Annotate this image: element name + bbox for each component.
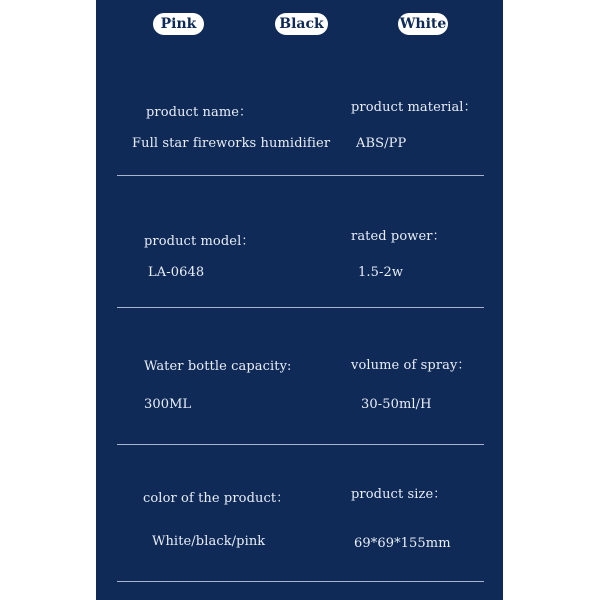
rated-power-label: rated power：: [351, 229, 446, 244]
product-name-value: Full star fireworks humidifier: [132, 136, 331, 151]
product-material-label: product material：: [351, 100, 477, 115]
spray-volume-label: volume of spray：: [351, 358, 471, 373]
product-color-value: White/black/pink: [152, 534, 266, 549]
row-divider: [117, 307, 484, 308]
spray-volume-value: 30-50ml/H: [361, 397, 432, 412]
row-divider: [117, 581, 484, 582]
color-option-white[interactable]: White: [398, 13, 448, 35]
product-size-value: 69*69*155mm: [354, 536, 451, 551]
product-size-label: product size：: [351, 487, 447, 502]
color-option-pink[interactable]: Pink: [153, 13, 204, 35]
row-divider: [117, 175, 484, 176]
product-model-label: product model：: [144, 234, 255, 249]
bottle-capacity-label: Water bottle capacity:: [144, 359, 292, 374]
product-color-label: color of the product：: [143, 491, 290, 506]
bottle-capacity-value: 300ML: [144, 397, 192, 412]
rated-power-value: 1.5-2w: [358, 265, 404, 280]
product-model-value: LA-0648: [148, 265, 205, 280]
color-option-black[interactable]: Black: [275, 13, 328, 35]
spec-panel: [96, 0, 503, 600]
row-divider: [117, 444, 484, 445]
product-material-value: ABS/PP: [356, 136, 407, 151]
product-name-label: product name：: [146, 105, 253, 120]
